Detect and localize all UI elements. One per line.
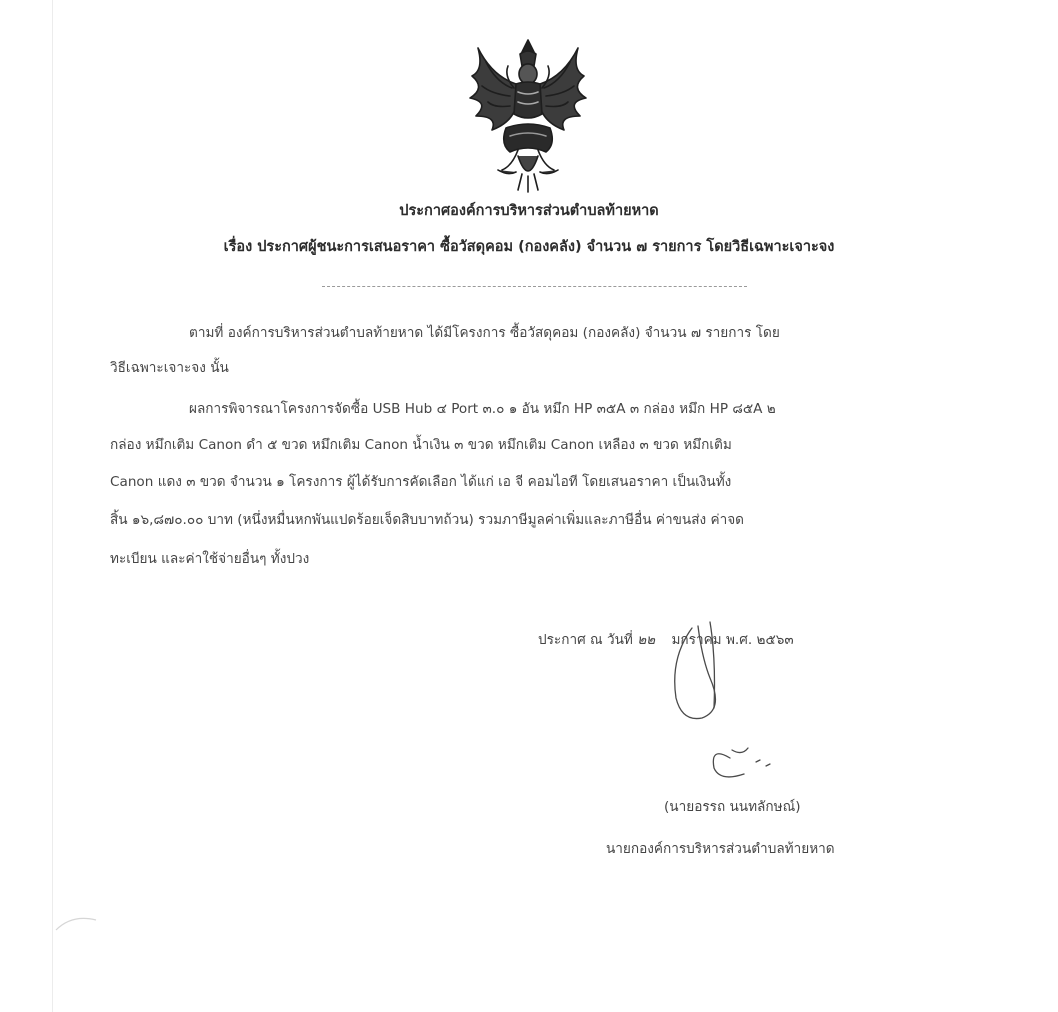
signer-position: นายกองค์การบริหารส่วนตำบลท้ายหาด (606, 841, 835, 857)
paragraph-1-line-1: ตามที่ องค์การบริหารส่วนตำบลท้ายหาด ได้มีโครงการ ซื้อวัสดุคอม (กองคลัง) จำนวน ๗ รายการ โดย (189, 325, 780, 341)
signer-name: (นายอรรถ นนทลักษณ์) (664, 799, 801, 815)
announcement-title: ประกาศองค์การบริหารส่วนตำบลท้ายหาด (399, 203, 659, 219)
date-day: ๒๒ (637, 632, 656, 648)
date-prefix: ประกาศ ณ วันที่ (538, 632, 633, 648)
paragraph-2-line-5: ทะเบียน และค่าใช้จ่ายอื่นๆ ทั้งปวง (110, 551, 310, 567)
page-curl-mark (52, 890, 112, 950)
title-divider (322, 286, 747, 287)
paragraph-2-line-3: Canon แดง ๓ ขวด จำนวน ๑ โครงการ ผู้ได้รับการคัดเลือก ได้แก่ เอ จี คอมไอที โดยเสนอราคา เป็นเงินทั้ง (110, 474, 732, 490)
signature-scribble (640, 618, 780, 783)
date-month-year: มกราคม พ.ศ. ๒๕๖๓ (671, 632, 794, 648)
announcement-subject: เรื่อง ประกาศผู้ชนะการเสนอราคา ซื้อวัสดุคอม (กองคลัง) จำนวน ๗ รายการ โดยวิธีเฉพาะเจาะจง (223, 239, 835, 255)
paragraph-2-line-4: สิ้น ๑๖,๘๗๐.๐๐ บาท (หนึ่งหมื่นหกพันแปดร้อยเจ็ดสิบบาทถ้วน) รวมภาษีมูลค่าเพิ่มและภาษีอื่น ค่าขนส่ง ค่าจด (110, 512, 744, 528)
garuda-emblem-icon (462, 36, 594, 194)
paragraph-2-line-2: กล่อง หมึกเติม Canon ดำ ๕ ขวด หมึกเติม Canon น้ำเงิน ๓ ขวด หมึกเติม Canon เหลือง ๓ ขวด หมึกเติม (110, 437, 732, 453)
paragraph-2-line-1: ผลการพิจารณาโครงการจัดซื้อ USB Hub ๔ Port ๓.๐ ๑ อัน หมึก HP ๓๕A ๓ กล่อง หมึก HP ๘๕A ๒ (189, 401, 776, 417)
page-edge-shadow (52, 0, 53, 1012)
paragraph-1-line-2: วิธีเฉพาะเจาะจง นั้น (110, 360, 229, 376)
